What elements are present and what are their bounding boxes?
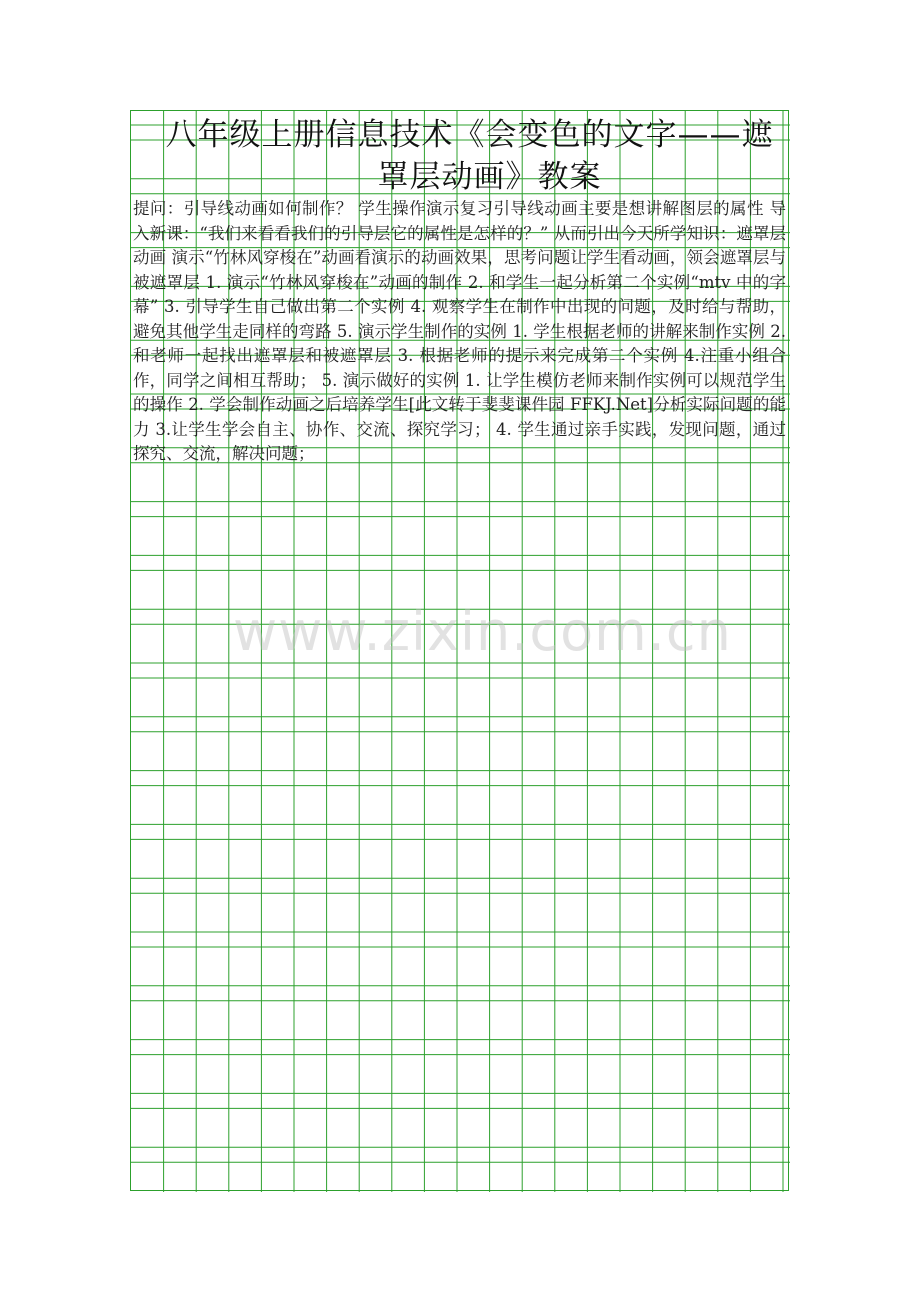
- document-title-line1: 八年级上册信息技术《会变色的文字——遮: [165, 117, 774, 153]
- document-content: [131, 111, 788, 467]
- document-title-line2: 罩层动画》教案: [377, 159, 602, 195]
- watermark: www.zixin.com.cn: [233, 600, 732, 663]
- grid-paper: [130, 110, 789, 1191]
- document-body: 提问：引导线动画如何制作？ 学生操作演示复习引导线动画主要是想讲解图层的属性 导入新课：“我们来看看我们的引导层它的属性是怎样的？” 从而引出今天所学知识：遮罩层动画 演示“竹林风穿梭在”动画看演示的动画效果，思考问题让学生看动画，领会遮罩层与被遮罩层 1. 演示“竹林风穿梭在”动画的制作 2. 和学生一起分析第二个实例“mtv 中的字幕” 3. 引导学生自己做出第二个实例 4. 观察学生在制作中出现的问题，及时给与帮助，避免其他学生走同样的弯路 5. 演示学生制作的实例 1. 学生根据老师的讲解来制作实例 2. 和老师一起找出遮罩层和被遮罩层 3. 根据老师的提示来完成第二个实例 4.注重小组合作，同学之间相互帮助； 5. 演示做好的实例 1. 让学生模仿老师来制作实例可以规范学生的操作 2. 学会制作动画之后培养学生[此文转于斐斐课件园 FFKJ.Net]分析实际问题的能力 3.让学生学会自主、协作、交流、探究学习； 4. 学生通过亲手实践，发现问题，通过探究、交流，解决问题；: [133, 199, 786, 463]
